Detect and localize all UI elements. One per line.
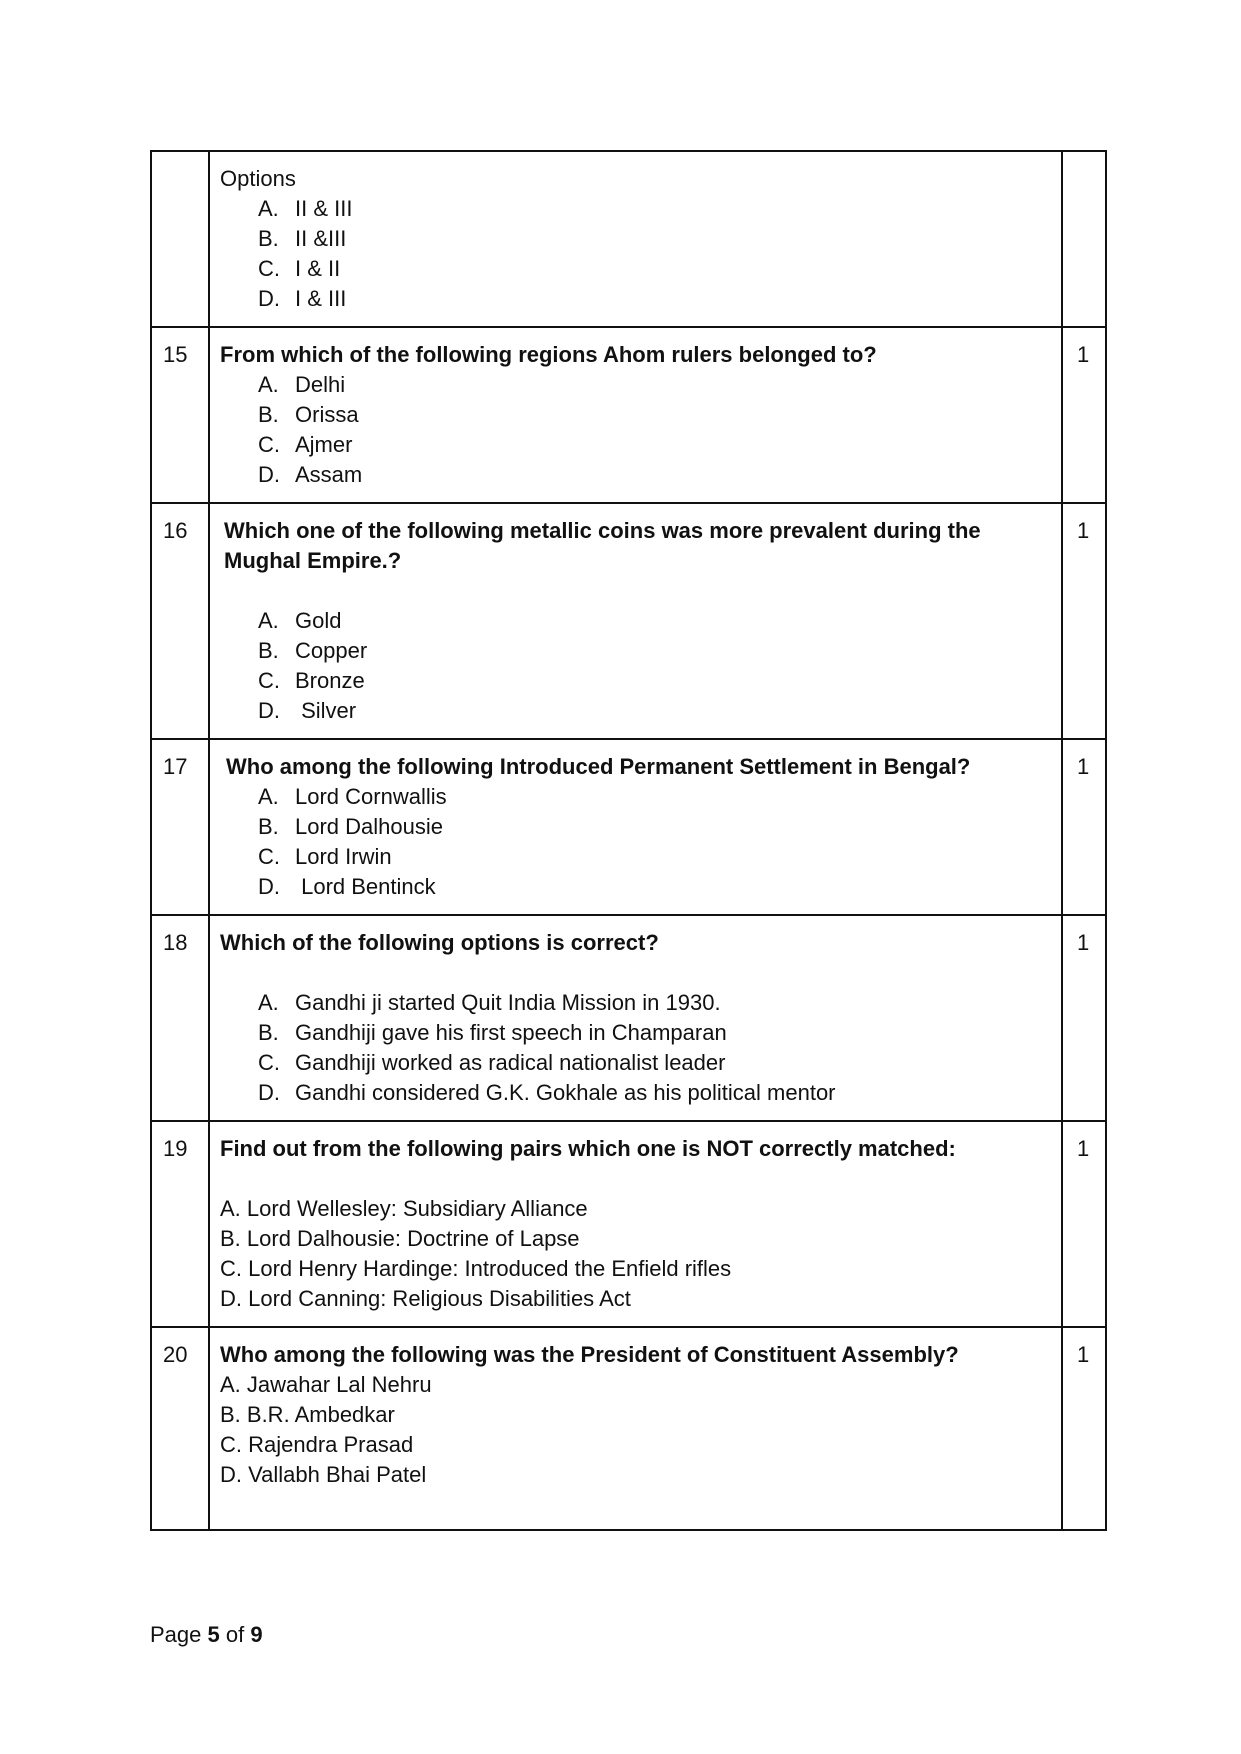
question-row-20 [151, 1327, 1106, 1530]
question-cell [209, 327, 1062, 503]
question-cell [209, 1327, 1062, 1530]
option-item: A. Jawahar Lal Nehru [220, 1372, 432, 1397]
option-item: A. Delhi [258, 372, 346, 397]
options-intro: Options [220, 166, 296, 191]
option-item: B. Copper [258, 638, 368, 663]
option-item: A. II & III [258, 196, 353, 221]
marks-cell: 1 [1062, 915, 1106, 1121]
option-item: A. Gandhi ji started Quit India Mission in 1930. [258, 990, 721, 1015]
option-list [220, 1370, 1051, 1490]
marks-cell: 1 [1062, 1327, 1106, 1530]
option-item: B. II &III [258, 226, 347, 251]
marks-cell [1062, 151, 1106, 327]
option-list [220, 988, 1051, 1108]
option-item: C. Lord Irwin [258, 844, 392, 869]
option-item: B. Orissa [258, 402, 359, 427]
question-number: 15 [151, 327, 209, 503]
question-stem: From which of the following regions Ahom rulers belonged to? [220, 342, 877, 367]
question-number: 20 [151, 1327, 209, 1530]
question-number: 19 [151, 1121, 209, 1327]
question-cell [209, 915, 1062, 1121]
option-item: D. Gandhi considered G.K. Gokhale as his political mentor [258, 1080, 836, 1105]
question-stem: Which one of the following metallic coins was more prevalent during the Mughal Empire.? [224, 518, 981, 573]
option-list [220, 194, 1051, 314]
option-list [220, 782, 1051, 902]
marks-cell: 1 [1062, 327, 1106, 503]
option-list [220, 370, 1051, 490]
question-row-19 [151, 1121, 1106, 1327]
question-row-17 [151, 739, 1106, 915]
page-label: Page [150, 1622, 202, 1647]
option-item: B. B.R. Ambedkar [220, 1402, 395, 1427]
question-stem: Which of the following options is correct? [220, 930, 659, 955]
option-item: D. Vallabh Bhai Patel [220, 1462, 427, 1487]
option-item: C. I & II [258, 256, 341, 281]
option-item: C. Rajendra Prasad [220, 1432, 414, 1457]
option-item: D. Assam [258, 462, 363, 487]
marks-cell: 1 [1062, 1121, 1106, 1327]
option-item: D. Lord Canning: Religious Disabilities Act [220, 1286, 631, 1311]
question-cell [209, 151, 1062, 327]
question-cell [209, 1121, 1062, 1327]
current-page-number: 5 [207, 1622, 220, 1647]
question-row-18 [151, 915, 1106, 1121]
page-footer [150, 1620, 263, 1650]
option-item: B. Lord Dalhousie [258, 814, 443, 839]
question-number: 16 [151, 503, 209, 739]
question-row-15 [151, 327, 1106, 503]
option-item: C. Ajmer [258, 432, 353, 457]
option-item: A. Gold [258, 608, 342, 633]
option-item: C. Gandhiji worked as radical nationalist leader [258, 1050, 726, 1075]
question-stem: Who among the following was the President of Constituent Assembly? [220, 1342, 959, 1367]
marks-cell: 1 [1062, 739, 1106, 915]
question-table [150, 150, 1107, 1531]
option-item: A. Lord Wellesley: Subsidiary Alliance [220, 1196, 588, 1221]
option-item: C. Bronze [258, 668, 365, 693]
page-of-label: of [225, 1622, 245, 1647]
option-list [220, 606, 1051, 726]
question-stem: Who among the following Introduced Permanent Settlement in Bengal? [226, 754, 971, 779]
option-item: D. Silver [258, 698, 357, 723]
marks-cell: 1 [1062, 503, 1106, 739]
option-item: A. Lord Cornwallis [258, 784, 447, 809]
question-row-continued [151, 151, 1106, 327]
option-item: C. Lord Henry Hardinge: Introduced the Enfield rifles [220, 1256, 732, 1281]
question-row-16 [151, 503, 1106, 739]
option-item: B. Lord Dalhousie: Doctrine of Lapse [220, 1226, 580, 1251]
question-stem: Find out from the following pairs which one is NOT correctly matched: [220, 1136, 956, 1161]
question-cell [209, 739, 1062, 915]
option-list [220, 1194, 1051, 1314]
total-page-count: 9 [250, 1622, 263, 1647]
question-number [151, 151, 209, 327]
question-number: 18 [151, 915, 209, 1121]
question-number: 17 [151, 739, 209, 915]
question-cell [209, 503, 1062, 739]
option-item: D. Lord Bentinck [258, 874, 436, 899]
option-item: D. I & III [258, 286, 347, 311]
option-item: B. Gandhiji gave his first speech in Champaran [258, 1020, 727, 1045]
